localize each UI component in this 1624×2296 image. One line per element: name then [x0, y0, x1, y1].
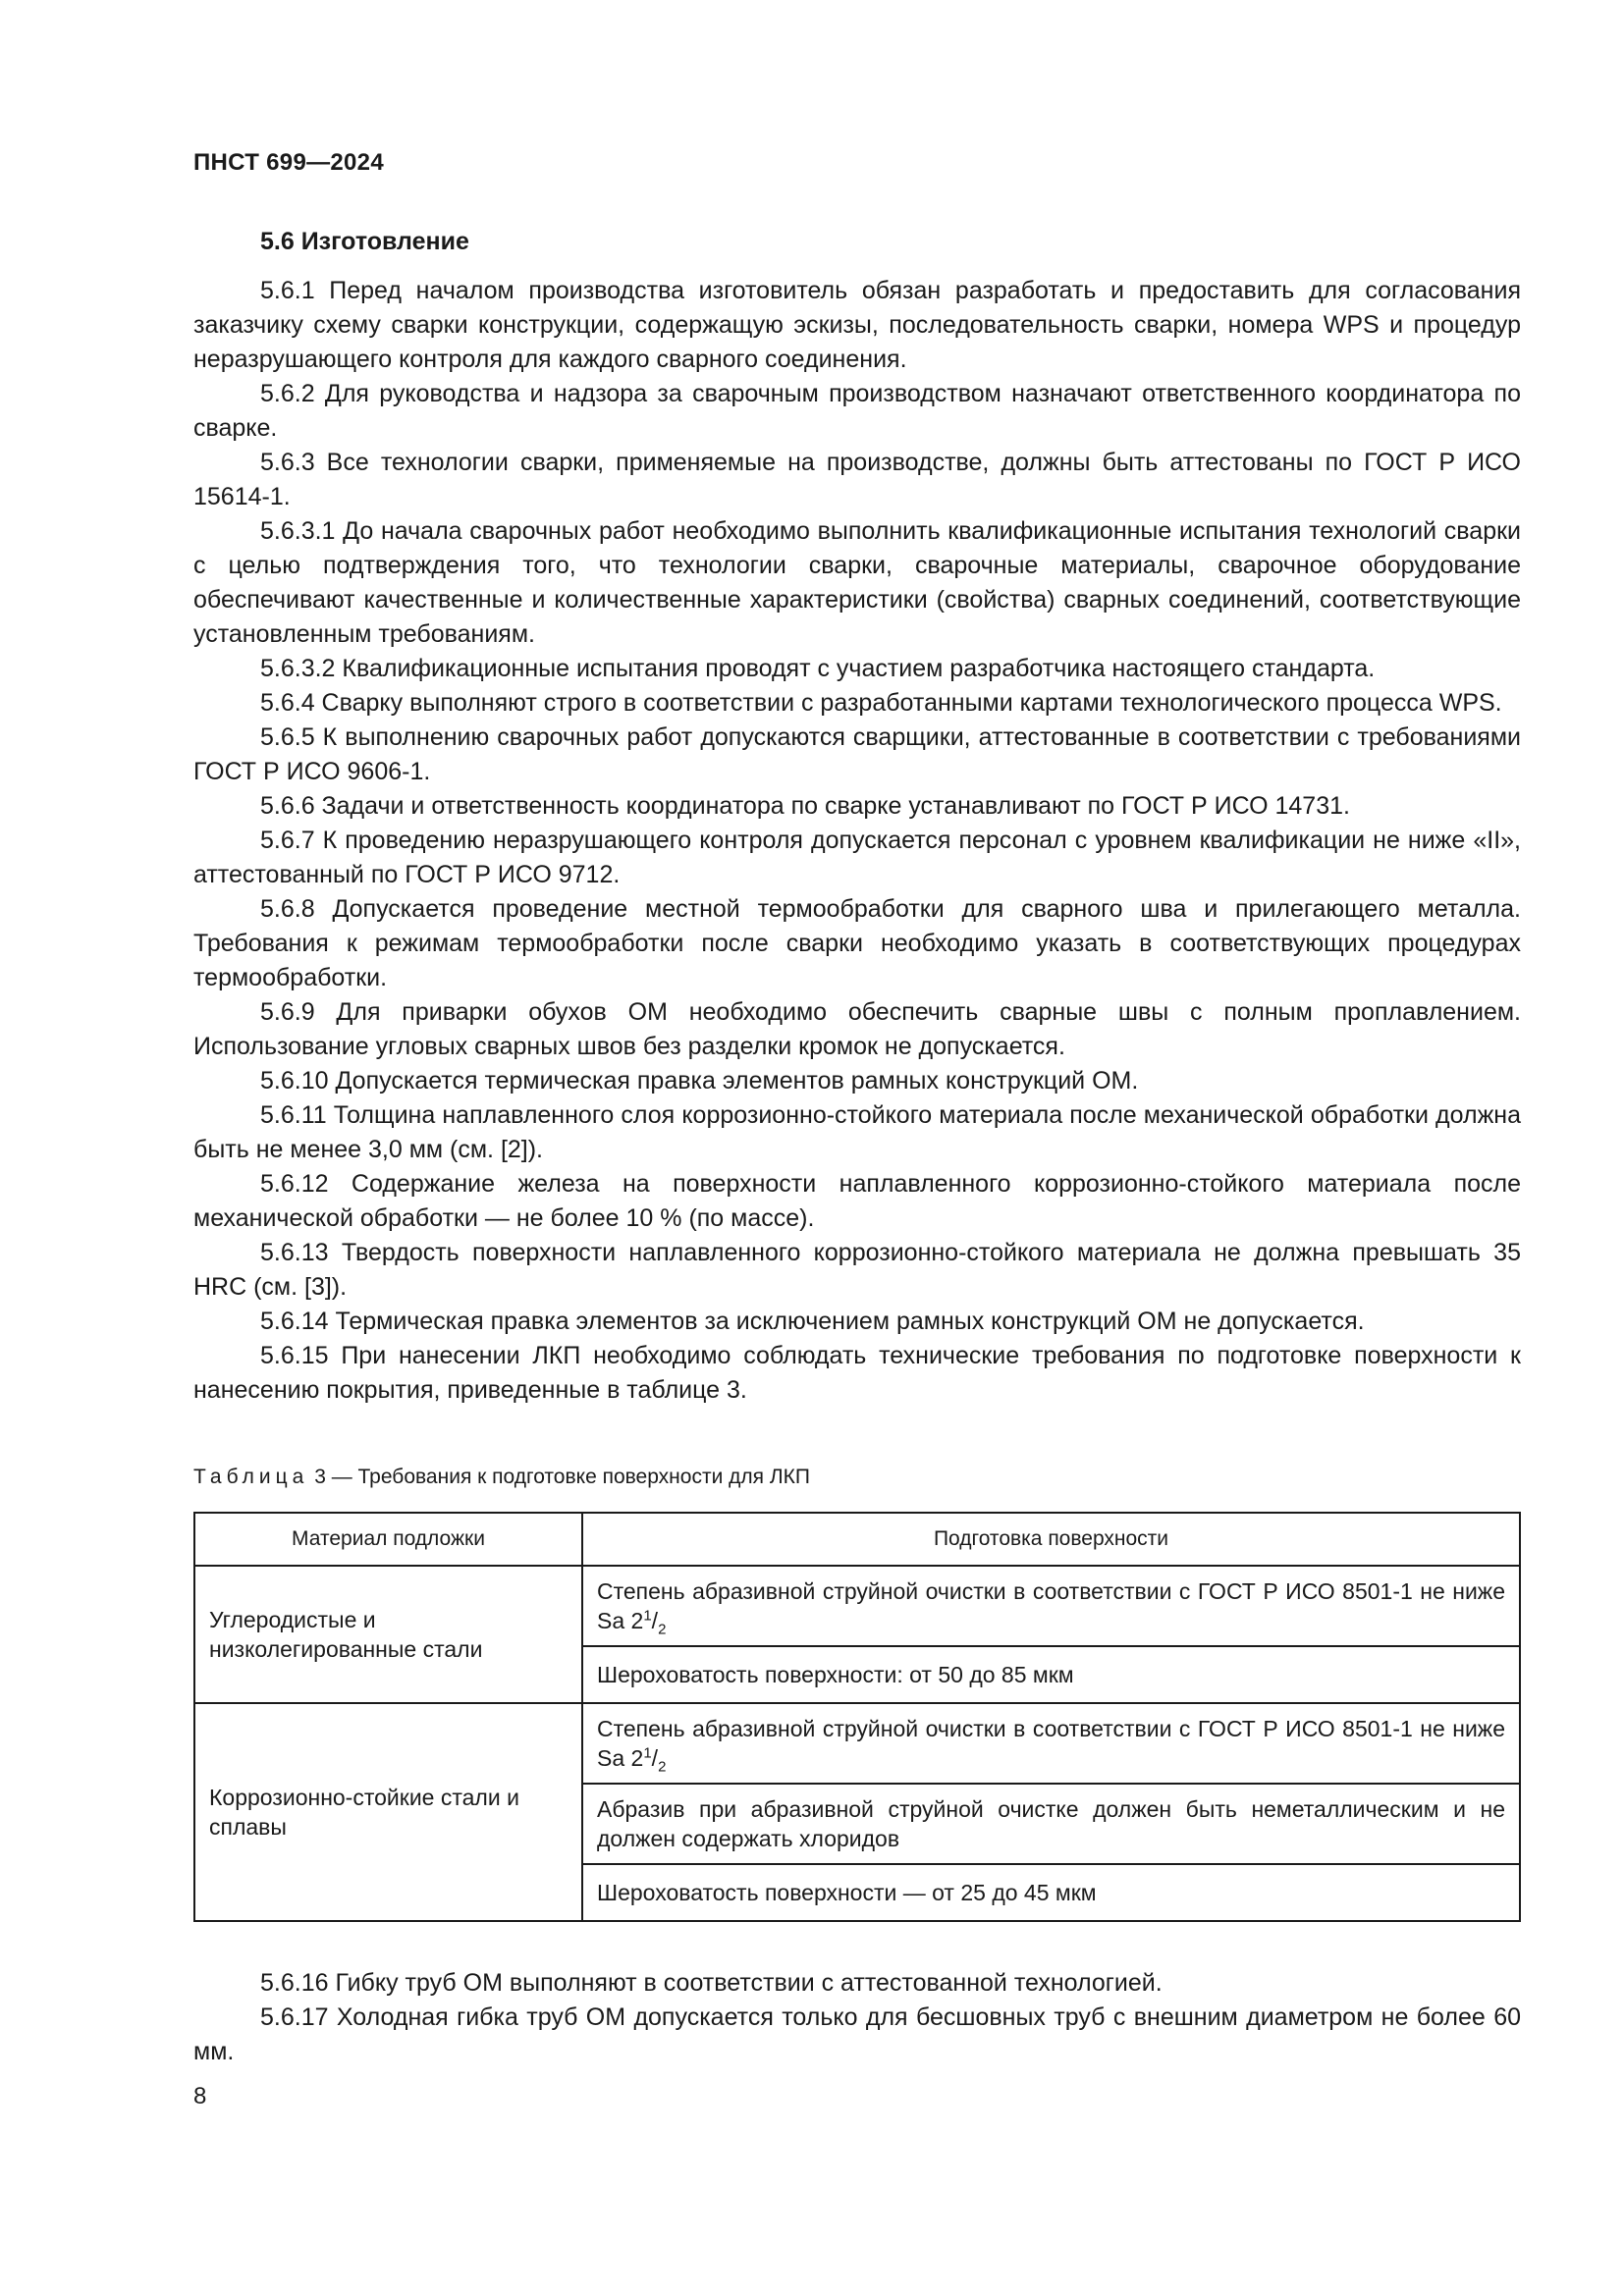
paragraph: 5.6.17 Холодная гибка труб ОМ допускается только для бесшовных труб с внешним диаметром не более 60 мм. — [193, 2003, 1521, 2065]
paragraph: 5.6.2 Для руководства и надзора за сварочным производством назначают ответственного координатора по сварке. — [193, 380, 1521, 442]
material-cell: Углеродистые и низколегированные стали — [194, 1566, 582, 1703]
prep-cell: Абразив при абразивной струйной очистке должен быть неметаллическим и не должен содержать хлоридов — [582, 1784, 1520, 1864]
table-row — [194, 1703, 1520, 1784]
table-header-cell: Подготовка поверхности — [582, 1513, 1520, 1566]
paragraph: 5.6.1 Перед началом производства изготовитель обязан разработать и предоставить для согласования заказчику схему сварки конструкции, содержащую эскизы, последовательность сварки, номера WPS и процедур неразрушающего контроля для каждого сварного соединения. — [193, 277, 1521, 373]
paragraph: 5.6.12 Содержание железа на поверхности наплавленного коррозионно-стойкого материала после механической обработки — не более 10 % (по массе). — [193, 1170, 1521, 1232]
paragraph: 5.6.4 Сварку выполняют строго в соответствии с разработанными картами технологического процесса WPS. — [260, 689, 1502, 717]
table-header-cell: Материал подложки — [194, 1513, 582, 1566]
prep-text: Степень абразивной струйной очистки в соответствии с ГОСТ Р ИСО 8501-1 не ниже Sa 2 — [597, 1716, 1505, 1771]
fraction-denominator: 2 — [658, 1758, 667, 1776]
paragraph: 5.6.7 К проведению неразрушающего контроля допускается персонал с уровнем квалификации не ниже «II», аттестованный по ГОСТ Р ИСО 9712. — [193, 827, 1521, 888]
paragraph: 5.6.8 Допускается проведение местной термообработки для сварного шва и прилегающего металла. Требования к режимам термообработки после сварки необходимо указать в соответствующих процедурах термообработки. — [193, 895, 1521, 991]
surface-prep-table — [193, 1512, 1521, 1922]
prep-cell: Шероховатость поверхности: от 50 до 85 мкм — [582, 1646, 1520, 1703]
fraction-slash: / — [651, 1745, 659, 1771]
table-header-row — [194, 1513, 1520, 1566]
paragraph: 5.6.9 Для приварки обухов ОМ необходимо обеспечить сварные швы с полным проплавлением. Использование угловых сварных швов без разделки кромок не допускается. — [193, 998, 1521, 1060]
prep-cell — [582, 1703, 1520, 1784]
fraction-numerator: 1 — [643, 1744, 652, 1762]
paragraph: 5.6.11 Толщина наплавленного слоя коррозионно-стойкого материала после механической обработки должна быть не менее 3,0 мм (см. [2]). — [193, 1101, 1521, 1163]
paragraph: 5.6.6 Задачи и ответственность координатора по сварке устанавливают по ГОСТ Р ИСО 14731. — [260, 792, 1350, 820]
paragraph: 5.6.10 Допускается термическая правка элементов рамных конструкций ОМ. — [260, 1067, 1139, 1095]
prep-cell — [582, 1566, 1520, 1646]
table-row — [194, 1566, 1520, 1646]
paragraph: 5.6.14 Термическая правка элементов за исключением рамных конструкций ОМ не допускается. — [260, 1308, 1365, 1335]
table-caption-word: Таблица — [193, 1466, 309, 1488]
table-caption — [193, 1466, 810, 1489]
fraction-denominator: 2 — [658, 1621, 667, 1638]
fraction-numerator: 1 — [643, 1607, 652, 1625]
section-title: 5.6 Изготовление — [260, 228, 469, 255]
document-code: ПНСТ 699—2024 — [193, 149, 384, 176]
paragraph: 5.6.13 Твердость поверхности наплавленного коррозионно-стойкого материала не должна превышать 35 HRC (см. [3]). — [193, 1239, 1521, 1301]
paragraph: 5.6.3.2 Квалификационные испытания проводят с участием разработчика настоящего стандарта. — [260, 655, 1376, 682]
section-body-continued — [193, 1966, 1521, 2069]
paragraph: 5.6.3.1 До начала сварочных работ необходимо выполнить квалификационные испытания технологий сварки с целью подтверждения того, что технологии сварки, сварочные материалы, сварочное оборудование обеспечивают качественные и количественные характеристики (свойства) сварных соединений, соответствующие установленным требованиям. — [193, 517, 1521, 648]
paragraph: 5.6.16 Гибку труб ОМ выполняют в соответствии с аттестованной технологией. — [260, 1969, 1163, 1997]
material-cell: Коррозионно-стойкие стали и сплавы — [194, 1703, 582, 1921]
paragraph: 5.6.5 К выполнению сварочных работ допускаются сварщики, аттестованные в соответствии с требованиями ГОСТ Р ИСО 9606-1. — [193, 723, 1521, 785]
page-number: 8 — [193, 2083, 207, 2109]
fraction-slash: / — [651, 1608, 659, 1633]
paragraph: 5.6.15 При нанесении ЛКП необходимо соблюдать технические требования по подготовке поверхности к нанесению покрытия, приведенные в таблице 3. — [193, 1342, 1521, 1404]
prep-text: Степень абразивной струйной очистки в соответствии с ГОСТ Р ИСО 8501-1 не ниже Sa 2 — [597, 1578, 1505, 1633]
table-caption-title: 3 — Требования к подготовке поверхности для ЛКП — [314, 1466, 810, 1488]
prep-cell: Шероховатость поверхности — от 25 до 45 мкм — [582, 1864, 1520, 1921]
section-body — [193, 274, 1521, 1408]
paragraph: 5.6.3 Все технологии сварки, применяемые на производстве, должны быть аттестованы по ГОСТ Р ИСО 15614-1. — [193, 449, 1521, 510]
